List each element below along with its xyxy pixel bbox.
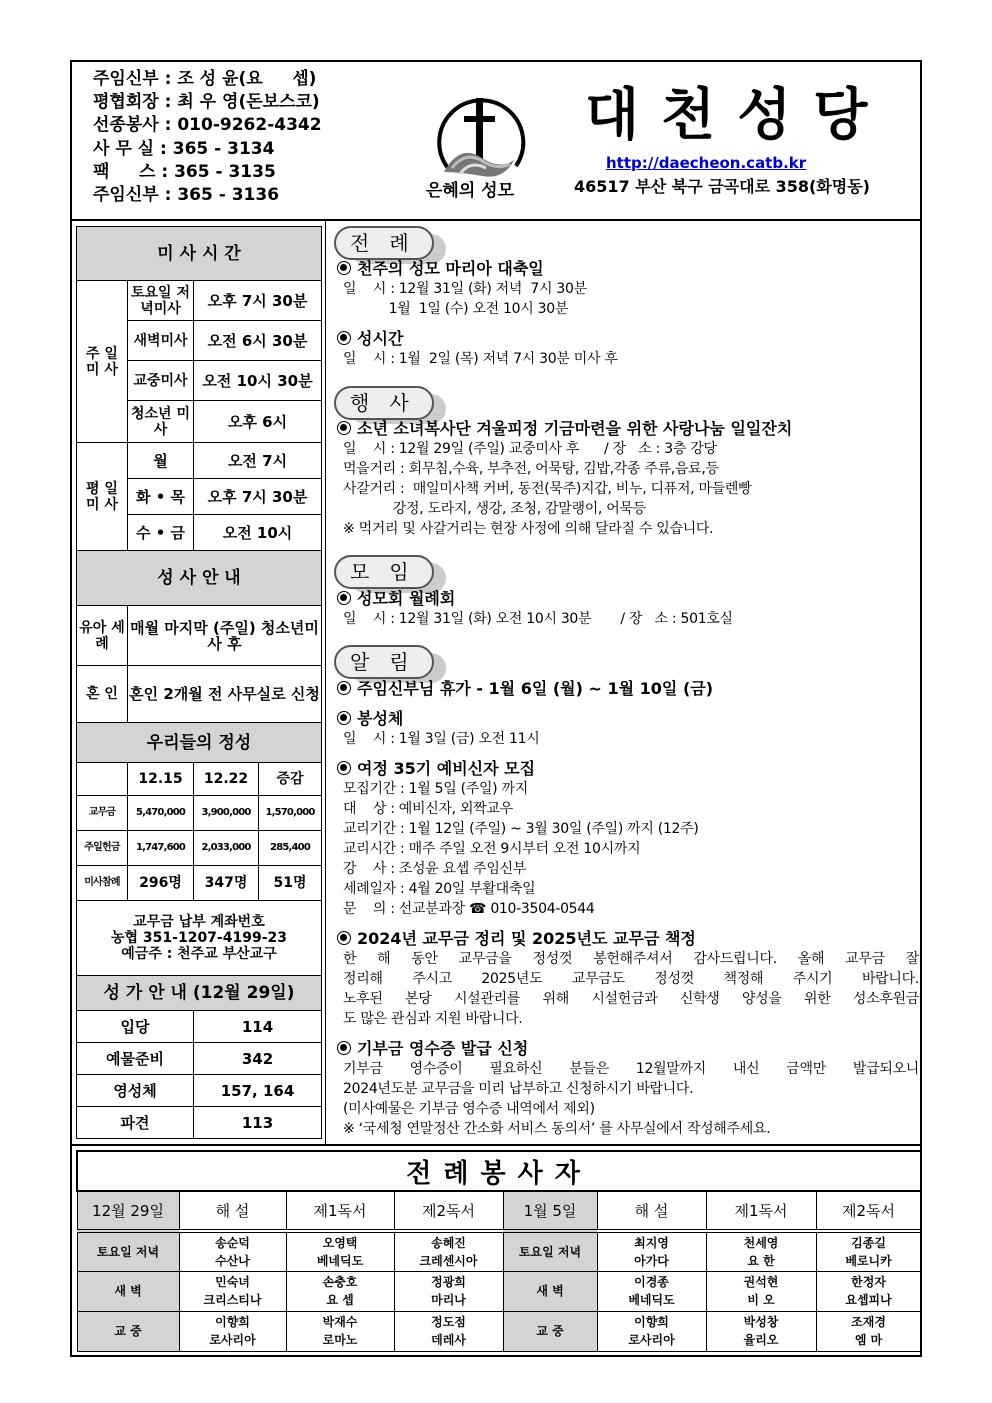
- server-cell: [286, 1231, 394, 1271]
- offering-value: 347명: [194, 866, 259, 901]
- notice-title: [337, 929, 919, 949]
- server-name: 정광희: [431, 1275, 466, 1289]
- contact-row: [93, 68, 322, 91]
- divider: [70, 219, 922, 221]
- notice-line: 기부금 영수증이 필요하신 분들은 12월말까지 내신 금액만 발급되오니: [343, 1061, 919, 1077]
- week-date: 1월 5일: [503, 1191, 597, 1231]
- notice-title: [337, 589, 919, 609]
- contact-row: [93, 114, 322, 137]
- role-header: 제1독서: [706, 1191, 816, 1231]
- offering-column-header: 증감: [259, 763, 322, 796]
- mass-label: 토요일 저녁: [77, 1231, 179, 1271]
- server-name: 송혜진: [431, 1235, 466, 1250]
- servers-title: 전례봉사자: [77, 1151, 921, 1191]
- table-row: [77, 866, 322, 901]
- notice-title-text: 봉성체: [357, 709, 404, 728]
- server-cell: [597, 1271, 706, 1311]
- server-name: 박성창: [743, 1315, 779, 1329]
- table-row: [77, 227, 322, 281]
- section-header: 행사: [334, 386, 434, 420]
- server-baptismal-name: 마리나: [431, 1293, 466, 1307]
- server-name: 한정자: [851, 1275, 886, 1289]
- server-cell: [394, 1271, 503, 1311]
- separator: :: [154, 138, 173, 159]
- server-cell: [816, 1311, 921, 1351]
- notice-title-text: 천주의 성모 마리아 대축일: [357, 259, 544, 278]
- contact-info: [93, 68, 322, 207]
- mass-name: 교중미사: [128, 361, 194, 401]
- mass-name: 화 • 목: [128, 479, 194, 515]
- server-baptismal-name: 베네딕도: [316, 1253, 364, 1268]
- sunday-mass-label: 주 일 미 사: [77, 281, 128, 443]
- divider: [70, 1144, 922, 1146]
- separator: :: [155, 161, 175, 182]
- table-row: [77, 976, 322, 1011]
- hymn-number: 114: [194, 1011, 322, 1043]
- contact-value: 365 - 3135: [174, 161, 276, 182]
- server-baptismal-name: 요 한: [747, 1253, 775, 1268]
- server-baptismal-name: 요 셉: [326, 1293, 354, 1307]
- server-cell: [706, 1271, 816, 1311]
- notice-line: (미사예물은 기부금 영수증 내역에서 제외): [343, 1101, 595, 1117]
- server-cell: [179, 1271, 286, 1311]
- notice-line: 강정, 도라지, 생강, 조청, 감말랭이, 어묵등: [343, 501, 646, 517]
- hymns-header: 성 가 안 내 (12월 29일): [77, 976, 322, 1011]
- offering-value: 285,400: [259, 831, 322, 866]
- notice-item: [337, 709, 919, 749]
- table-row: [77, 1151, 921, 1191]
- contact-label: 팩 스: [93, 161, 156, 182]
- notice-line: ※ ‘국세청 연말정산 간소화 서비스 동의서’ 를 사무실에서 작성해주세요.: [343, 1121, 771, 1137]
- role-header: 해 설: [179, 1191, 286, 1231]
- server-cell: [816, 1231, 921, 1271]
- server-name: 오영택: [322, 1235, 358, 1250]
- notice-line: 일 시 : 12월 31일 (화) 저녁 7시 30분: [343, 281, 587, 297]
- notice-title-text: 여정 35기 예비신자 모집: [357, 759, 536, 778]
- liturgy-servers-table: [76, 1150, 922, 1352]
- server-name: 최지영: [634, 1235, 669, 1250]
- sacrament-text: 혼인 2개월 전 사무실로 신청: [128, 666, 322, 723]
- notice-line: 일 시 : 1월 3일 (금) 오전 11시: [343, 731, 540, 747]
- mass-time: 오전 7시: [194, 443, 322, 479]
- notice-line: 교리시간 : 매주 주일 오전 9시부터 오전 10시까지: [343, 841, 641, 857]
- contact-label: 사 무 실: [93, 138, 155, 159]
- server-baptismal-name: 크리스티나: [203, 1293, 262, 1307]
- bullet-icon: [337, 421, 351, 435]
- server-baptismal-name: 로마노: [322, 1333, 358, 1347]
- sacrament-name: 유아 세례: [77, 606, 128, 666]
- server-baptismal-name: 크레센시아: [419, 1253, 478, 1268]
- separator: :: [158, 69, 178, 89]
- mass-label: 새 벽: [503, 1271, 597, 1311]
- address: 46517 부산 북구 금곡대로 358(화명동): [574, 177, 870, 196]
- offering-value: 5,470,000: [128, 796, 194, 831]
- logo-caption: 은혜의 성모: [426, 181, 515, 201]
- mass-name: 청소년 미사: [128, 401, 194, 443]
- offering-header: 우리들의 정성: [77, 723, 322, 763]
- server-cell: [816, 1271, 921, 1311]
- table-row: [77, 901, 322, 976]
- server-cell: [597, 1311, 706, 1351]
- notice-line: 정리해 주시고 2025년도 교무금도 정성껏 책정해 주시기 바랍니다.: [343, 971, 919, 987]
- offering-column-header: 12.22: [194, 763, 259, 796]
- contact-label: 주임신부: [93, 185, 159, 206]
- contact-value: 365 - 3136: [177, 185, 280, 206]
- contact-row: [93, 184, 322, 207]
- notice-item: [337, 759, 919, 919]
- server-baptismal-name: 비 오: [747, 1293, 775, 1307]
- table-row: [77, 551, 322, 606]
- bullet-icon: [337, 711, 351, 725]
- server-name: 권석현: [743, 1275, 779, 1289]
- contact-value: 365 - 3134: [172, 138, 275, 159]
- sacrament-name: 혼 인: [77, 666, 128, 723]
- sacrament-text: 매월 마지막 (주일) 청소년미사 후: [128, 606, 322, 666]
- notice-title: [337, 679, 919, 699]
- mass-label: 토요일 저녁: [503, 1231, 597, 1271]
- table-row: [77, 1011, 322, 1043]
- mass-time: 오후 6시: [194, 401, 322, 443]
- offering-name: 미사참례: [77, 866, 128, 901]
- server-baptismal-name: 로사리아: [628, 1333, 675, 1347]
- server-baptismal-name: 요셉피나: [845, 1293, 892, 1307]
- contact-label: 평협회장: [93, 92, 159, 113]
- bullet-icon: [337, 1041, 351, 1055]
- server-baptismal-name: 엠 마: [854, 1333, 883, 1347]
- notice-title: [337, 329, 919, 349]
- hymn-part: 영성체: [77, 1075, 194, 1107]
- bullet-icon: [337, 591, 351, 605]
- hymn-number: 113: [194, 1107, 322, 1139]
- notice-title: [337, 709, 919, 729]
- bullet-icon: [337, 261, 351, 275]
- mass-time: 오후 7시 30분: [194, 479, 322, 515]
- mass-label: 교 중: [77, 1311, 179, 1351]
- notice-title-text: 소년 소녀복사단 겨울피정 기금마련을 위한 사랑나눔 일일잔치: [357, 419, 793, 438]
- notice-line: 2024년도분 교무금을 미리 납부하고 신청하시기 바랍니다.: [343, 1081, 694, 1097]
- notice-line: 교리기간 : 1월 12일 (주일) ~ 3월 30일 (주일) 까지 (12주): [343, 821, 699, 837]
- notice-item: [337, 329, 919, 369]
- table-row: [77, 723, 322, 763]
- table-row: [77, 1191, 921, 1231]
- server-cell: [706, 1231, 816, 1271]
- mass-name: 수 • 금: [128, 515, 194, 551]
- contact-row: [93, 91, 322, 114]
- notice-line: 노후된 본당 시설관리를 위해 시설헌금과 신학생 양성을 위한 성소후원금: [343, 991, 919, 1007]
- notice-title-text: 2024년 교무금 정리 및 2025년도 교무금 책정: [357, 929, 696, 948]
- offering-value: 296명: [128, 866, 194, 901]
- notice-title-text: 성시간: [357, 329, 404, 348]
- church-logo-icon: [430, 88, 530, 183]
- server-cell: [286, 1311, 394, 1351]
- account-line: 교무금 납부 계좌번호: [133, 914, 265, 930]
- notice-item: [337, 589, 919, 629]
- offering-value: 2,033,000: [194, 831, 259, 866]
- table-row: [77, 666, 322, 723]
- account-info: [77, 901, 322, 976]
- server-name: 손충호: [322, 1275, 358, 1289]
- notice-item: [337, 419, 919, 539]
- offering-value: 51명: [259, 866, 322, 901]
- mass-label: 새 벽: [77, 1271, 179, 1311]
- mass-name: 토요일 저녁미사: [128, 281, 194, 321]
- table-row: [77, 443, 322, 479]
- notice-line: 대 상 : 예비신자, 외짝교우: [343, 801, 513, 817]
- server-baptismal-name: 로사리아: [209, 1333, 256, 1347]
- offering-name: 주일헌금: [77, 831, 128, 866]
- server-name: 정도점: [431, 1315, 466, 1329]
- account-line: 농협 351-1207-4199-23: [111, 930, 287, 946]
- contact-value: 010-9262-4342: [177, 115, 322, 136]
- role-header: 해 설: [597, 1191, 706, 1231]
- notice-title: [337, 1039, 919, 1059]
- server-cell: [179, 1311, 286, 1351]
- server-baptismal-name: 데레사: [431, 1333, 466, 1347]
- contact-value: 최 우 영(돈보스코): [177, 92, 320, 113]
- notice-item: [337, 929, 919, 1029]
- bullet-icon: [337, 931, 351, 945]
- notice-title: [337, 259, 919, 279]
- server-cell: [394, 1311, 503, 1351]
- server-name: 천세영: [743, 1235, 779, 1250]
- table-row: [77, 796, 322, 831]
- section-header: 모임: [334, 555, 434, 589]
- table-row: [77, 281, 322, 321]
- mass-time: 오후 7시 30분: [194, 281, 322, 321]
- server-name: 민숙녀: [215, 1275, 250, 1289]
- notice-title-text: 기부금 영수증 발급 신청: [357, 1039, 529, 1058]
- notice-line: 일 시 : 12월 29일 (주일) 교중미사 후 / 장 소 : 3층 강당: [343, 441, 717, 457]
- notice-title: [337, 759, 919, 779]
- bullet-icon: [337, 331, 351, 345]
- notice-line: 모집기간 : 1월 5일 (주일) 까지: [343, 781, 528, 797]
- left-info-table: [76, 226, 322, 1139]
- role-header: 제2독서: [394, 1191, 503, 1231]
- hymn-number: 342: [194, 1043, 322, 1075]
- notice-line: 강 사 : 조성윤 요셉 주임신부: [343, 861, 527, 877]
- offering-value: 3,900,000: [194, 796, 259, 831]
- notice-line: 문 의 : 선교분과장 ☎ 010-3504-0544: [343, 901, 595, 917]
- mass-name: 새벽미사: [128, 321, 194, 361]
- empty-cell: [77, 763, 128, 796]
- hymn-part: 예물준비: [77, 1043, 194, 1075]
- server-name: 박재수: [322, 1315, 358, 1329]
- week-date: 12월 29일: [77, 1191, 179, 1231]
- table-row: [77, 763, 322, 796]
- notice-line: 먹을거리 : 회무침,수육, 부추전, 어묵탕, 김밥,각종 주류,음료,등: [343, 461, 719, 477]
- notice-line: 도 많은 관심과 지원 바랍니다.: [343, 1011, 523, 1027]
- notice-item: [337, 259, 919, 319]
- server-name: 이향희: [215, 1315, 250, 1329]
- server-name: 조재경: [851, 1315, 886, 1329]
- hymn-number: 157, 164: [194, 1075, 322, 1107]
- offering-name: 교무금: [77, 796, 128, 831]
- server-baptismal-name: 아가다: [634, 1253, 669, 1268]
- server-cell: [286, 1271, 394, 1311]
- notice-line: ※ 먹거리 및 사갈거리는 현장 사정에 의해 달라질 수 있습니다.: [343, 521, 714, 537]
- table-row: [77, 1043, 322, 1075]
- server-name: 이경종: [634, 1275, 669, 1289]
- role-header: 제2독서: [816, 1191, 921, 1231]
- notice-line: 한 해 동안 교무금을 정성껏 봉헌해주셔서 감사드립니다. 올해 교무금 잘: [343, 951, 919, 967]
- contact-value: 조 성 윤(요 셉): [177, 69, 317, 89]
- server-baptismal-name: 베네딕도: [628, 1293, 675, 1307]
- table-row: [77, 831, 322, 866]
- church-name: 대천성당: [585, 83, 890, 148]
- server-name: 송순덕: [215, 1235, 250, 1250]
- table-row: [77, 1311, 921, 1351]
- table-row: [77, 606, 322, 666]
- weekday-mass-label: 평 일 미 사: [77, 443, 128, 551]
- section-header: 알림: [334, 645, 434, 679]
- table-row: [77, 1107, 322, 1139]
- server-baptismal-name: 율리오: [743, 1333, 779, 1347]
- contact-row: [93, 161, 322, 184]
- notice-title: [337, 419, 919, 439]
- server-cell: [597, 1231, 706, 1271]
- mass-times-header: 미 사 시 간: [77, 227, 322, 281]
- notice-line: 세례일자 : 4월 20일 부활대축일: [343, 881, 536, 897]
- role-header: 제1독서: [286, 1191, 394, 1231]
- bullet-icon: [337, 681, 351, 695]
- server-baptismal-name: 수산나: [215, 1253, 250, 1268]
- server-cell: [394, 1231, 503, 1271]
- offering-value: 1,570,000: [259, 796, 322, 831]
- table-row: [77, 1075, 322, 1107]
- account-line: 예금주 : 천주교 부산교구: [121, 946, 277, 962]
- notice-item: [337, 1039, 919, 1139]
- server-name: 이향희: [634, 1315, 669, 1329]
- hymn-part: 파견: [77, 1107, 194, 1139]
- server-name: 김종길: [851, 1235, 886, 1250]
- mass-time: 오전 10시: [194, 515, 322, 551]
- website-link[interactable]: http://daecheon.catb.kr: [606, 154, 807, 172]
- table-row: [77, 1231, 921, 1271]
- section-header: 전례: [334, 226, 434, 260]
- table-row: [77, 1271, 921, 1311]
- contact-label: 주임신부: [93, 69, 159, 89]
- mass-label: 교 중: [503, 1311, 597, 1351]
- notice-line: 일 시 : 12월 31일 (화) 오전 10시 30분 / 장 소 : 501호실: [343, 611, 733, 627]
- mass-time: 오전 6시 30분: [194, 321, 322, 361]
- sacrament-header: 성 사 안 내: [77, 551, 322, 606]
- mass-name: 월: [128, 443, 194, 479]
- separator: :: [158, 115, 178, 136]
- bullet-icon: [337, 761, 351, 775]
- divider: [325, 220, 326, 1145]
- server-cell: [706, 1311, 816, 1351]
- separator: :: [158, 92, 178, 113]
- notice-title-text: 주임신부님 휴가 - 1월 6일 (월) ~ 1월 10일 (금): [357, 679, 714, 698]
- contact-row: [93, 138, 322, 161]
- contact-label: 선종봉사: [93, 115, 159, 136]
- notice-line: 1월 1일 (수) 오전 10시 30분: [343, 301, 569, 317]
- server-cell: [179, 1231, 286, 1271]
- server-baptismal-name: 베로니카: [845, 1253, 892, 1268]
- offering-value: 1,747,600: [128, 831, 194, 866]
- mass-time: 오전 10시 30분: [194, 361, 322, 401]
- separator: :: [158, 185, 178, 206]
- notice-line: 일 시 : 1월 2일 (목) 저녁 7시 30분 미사 후: [343, 351, 618, 367]
- hymn-part: 입당: [77, 1011, 194, 1043]
- notice-title-text: 성모회 월례회: [357, 589, 456, 608]
- offering-column-header: 12.15: [128, 763, 194, 796]
- notice-line: 사갈거리 : 매일미사책 커버, 동전(묵주)지갑, 비누, 디퓨저, 마들렌빵: [343, 481, 752, 497]
- notice-item: [337, 679, 919, 699]
